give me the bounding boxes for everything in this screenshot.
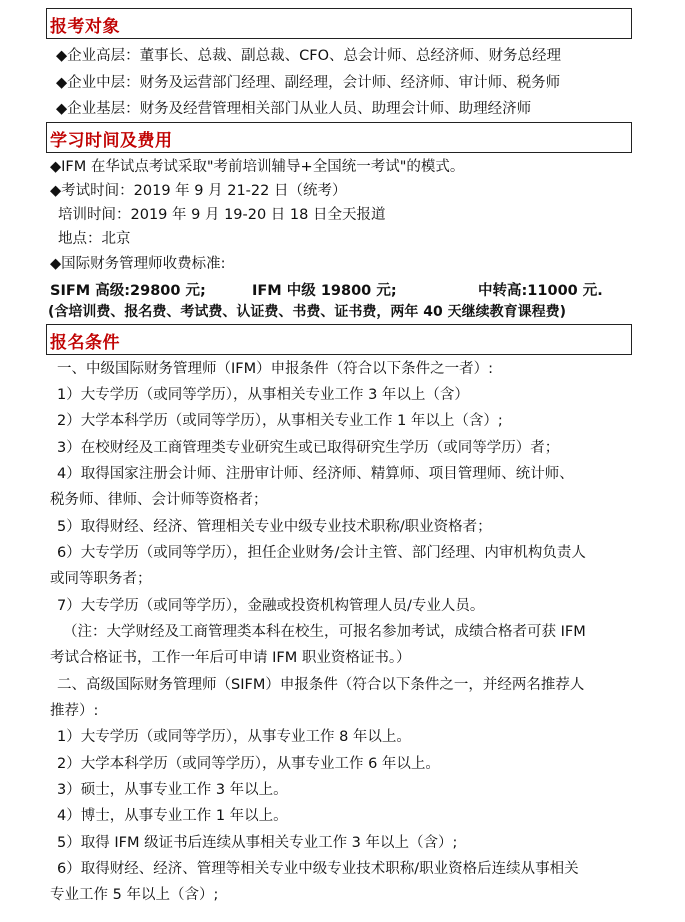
- list-item: 5）取得 IFM 级证书后连续从事相关专业工作 3 年以上（含）;: [57, 835, 458, 851]
- training-time: 培训时间：2019 年 9 月 19-20 日 18 日全天报道: [58, 207, 386, 223]
- section-header-time-fee: [46, 122, 632, 153]
- section-title: 报考对象: [50, 17, 120, 37]
- list-item: 1）大专学历（或同等学历），从事相关专业工作 3 年以上（含）: [57, 387, 469, 403]
- sifm-conditions-heading-cont: 推荐）:: [50, 703, 99, 719]
- list-item-cont: 税务师、律师、会计师等资格者；: [50, 492, 268, 508]
- section-title: 学习时间及费用: [50, 131, 173, 151]
- list-item: 6）取得财经、经济、管理等相关专业中级专业技术职称/职业资格后连续从事相关: [57, 861, 579, 877]
- note-line: 考试合格证书，工作一年后可申请 IFM 职业资格证书。）: [50, 650, 411, 666]
- list-item: 2）大学本科学历（或同等学历），从事相关专业工作 1 年以上（含）;: [57, 413, 503, 429]
- list-item: 5）取得财经、经济、管理相关专业中级专业技术职称/职业资格者；: [57, 519, 492, 535]
- sifm-conditions-heading: 二、高级国际财务管理师（SIFM）申报条件（符合以下条件之一，并经两名推荐人: [57, 677, 585, 693]
- fee-ifm: IFM 中级 19800 元;: [252, 283, 397, 299]
- list-item: 3）在校财经及工商管理类专业研究生或已取得研究生学历（或同等学历）者；: [57, 440, 560, 456]
- fee-transfer: 中转高:11000 元.: [478, 283, 603, 299]
- list-item: 3）硕士，从事专业工作 3 年以上。: [57, 782, 288, 798]
- fee-sifm: SIFM 高级:29800 元;: [50, 283, 206, 299]
- list-item-cont: 或同等职务者；: [50, 571, 152, 587]
- list-item: 4）取得国家注册会计师、注册审计师、经济师、精算师、项目管理师、统计师、: [57, 466, 574, 482]
- ifm-conditions-heading: 一、中级国际财务管理师（IFM）申报条件（符合以下条件之一者）:: [57, 361, 494, 377]
- location: 地点：北京: [58, 231, 131, 247]
- section-header-conditions: [46, 324, 632, 355]
- note-line: （注：大学财经及工商管理类本科在校生，可报名参加考试，成绩合格者可获 IFM: [63, 624, 586, 640]
- text-line: ◆IFM 在华试点考试采取"考前培训辅导+全国统一考试"的模式。: [50, 159, 465, 175]
- exam-time: ◆考试时间：2019 年 9 月 21-22 日（统考）: [50, 183, 347, 199]
- section-header-target: [46, 8, 632, 39]
- list-item: ◆企业中层：财务及运营部门经理、副经理，会计师、经济师、审计师、税务师: [56, 75, 561, 91]
- list-item: 7）大专学历（或同等学历），金融或投资机构管理人员/专业人员。: [57, 598, 485, 614]
- list-item-cont: 专业工作 5 年以上（含）;: [50, 887, 219, 903]
- list-item: ◆企业基层：财务及经营管理相关部门从业人员、助理会计师、助理经济师: [56, 101, 532, 117]
- list-item: 6）大专学历（或同等学历），担任企业财务/会计主管、部门经理、内审机构负责人: [57, 545, 586, 561]
- fee-standard-label: ◆国际财务管理师收费标准:: [50, 256, 226, 272]
- list-item: ◆企业高层：董事长、总裁、副总裁、CFO、总会计师、总经济师、财务总经理: [56, 48, 562, 64]
- list-item: 1）大专学历（或同等学历），从事专业工作 8 年以上。: [57, 729, 411, 745]
- section-title: 报名条件: [50, 333, 120, 353]
- fee-note: (含培训费、报名费、考试费、认证费、书费、证书费，两年 40 天继续教育课程费): [48, 304, 567, 320]
- list-item: 4）博士，从事专业工作 1 年以上。: [57, 808, 288, 824]
- list-item: 2）大学本科学历（或同等学历），从事专业工作 6 年以上。: [57, 756, 440, 772]
